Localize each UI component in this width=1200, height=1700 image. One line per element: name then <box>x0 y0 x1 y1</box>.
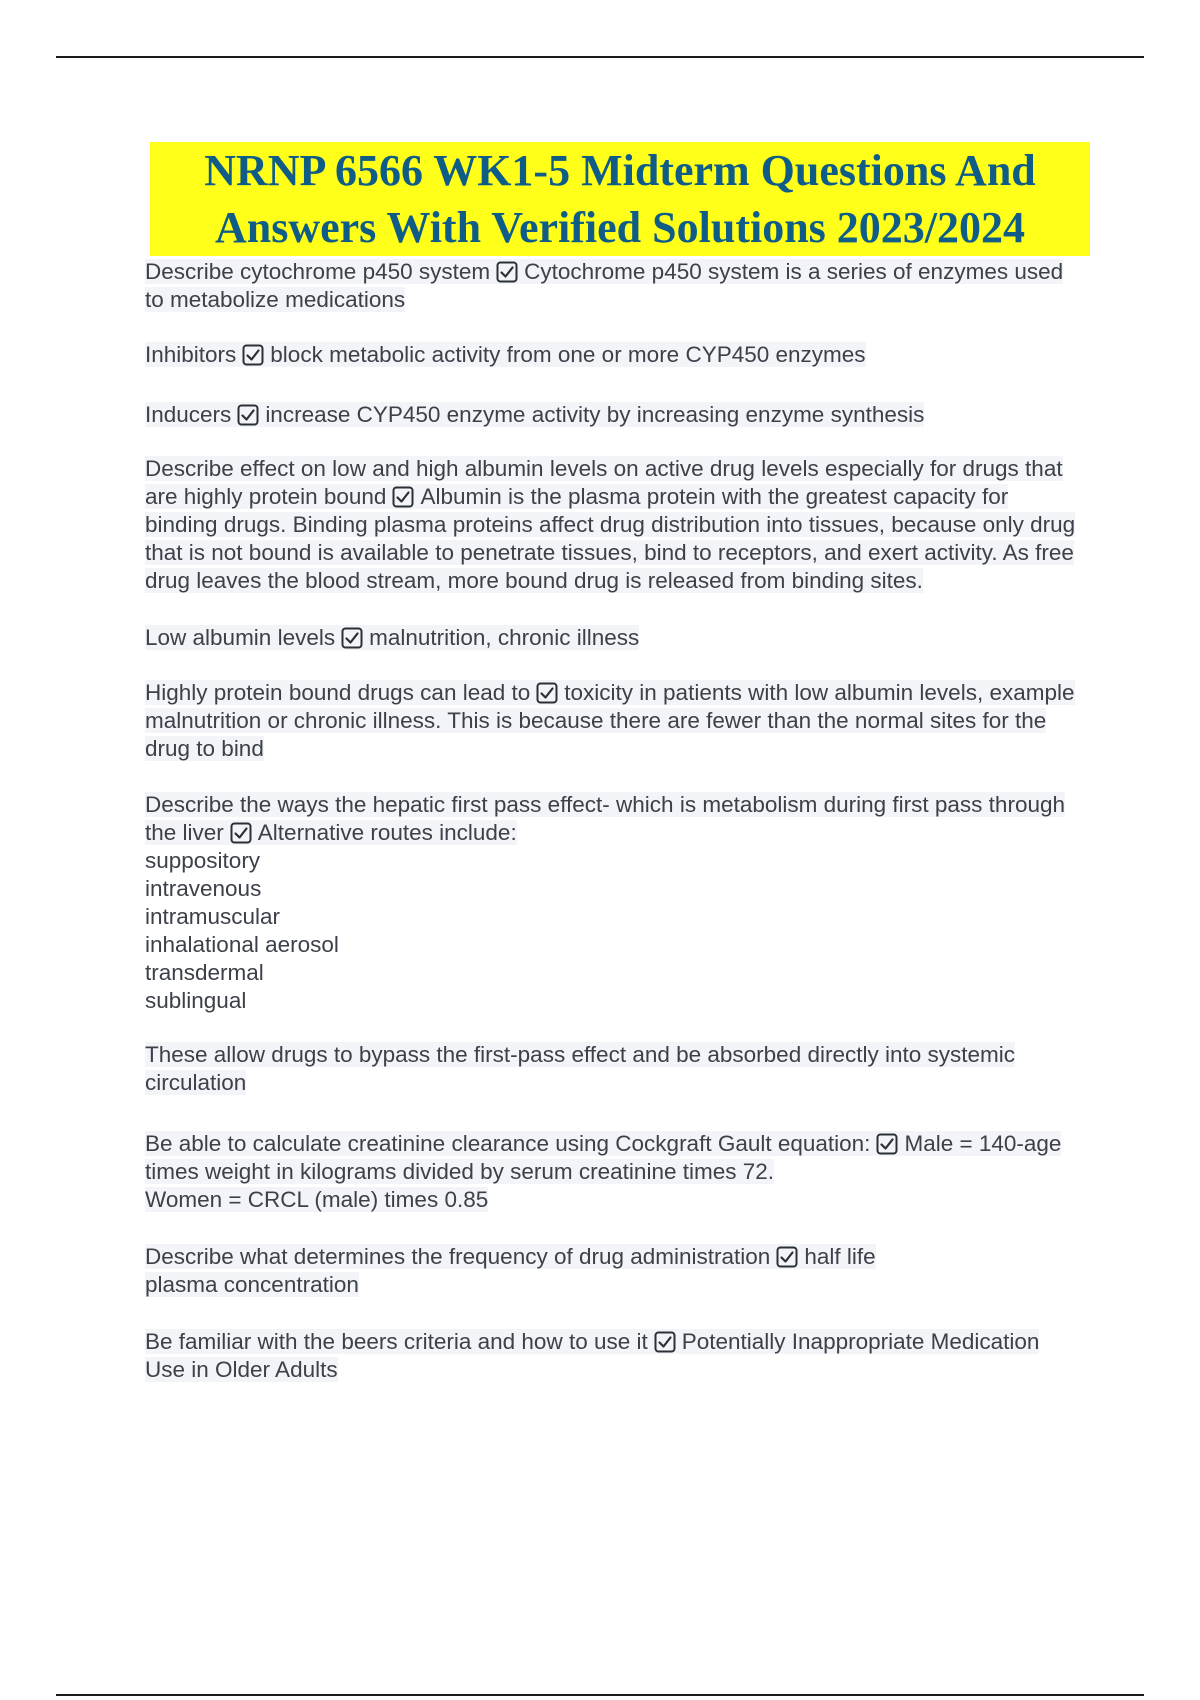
document-body <box>145 258 1085 1384</box>
answer-text: Albumin is the plasma protein with the greatest capacity for binding drugs. Binding plasma proteins affect drug distribution into tissues, because only drug that is not bound is available to penetrate tissues, bind to receptors, and exert activity. As free drug leaves the blood stream, more bound drug is released from binding sites. <box>145 484 1076 593</box>
checkbox-checked-icon <box>496 261 518 283</box>
question-text: Describe effect on low and high albumin levels on active drug levels especially for drugs that are highly protein bound <box>145 456 1063 509</box>
question-text: Describe the ways the hepatic first pass effect- which is metabolism during first pass through the liver <box>145 792 1065 845</box>
bottom-rule <box>56 1694 1144 1696</box>
checkbox-checked-icon <box>230 822 252 844</box>
checkbox-checked-icon <box>341 627 363 649</box>
question-text: Be familiar with the beers criteria and how to use it <box>145 1329 648 1354</box>
question-text: Inducers <box>145 402 232 427</box>
checkbox-checked-icon <box>536 682 558 704</box>
answer-text: Cytochrome p450 system is a series of enzymes used to metabolize medications <box>145 259 1064 312</box>
question-text: Be able to calculate creatinine clearance using Cockgraft Gault equation: <box>145 1131 871 1156</box>
list-item: suppository <box>145 848 261 873</box>
qa-item <box>145 624 1085 652</box>
document-title: NRNP 6566 WK1-5 Midterm Questions And Answers With Verified Solutions 2023/2024 <box>150 142 1090 256</box>
qa-item <box>145 258 1085 314</box>
question-text: Highly protein bound drugs can lead to <box>145 680 531 705</box>
qa-item <box>145 341 1085 369</box>
qa-extra: plasma concentration <box>145 1272 359 1297</box>
list-item: sublingual <box>145 988 247 1013</box>
answer-text: increase CYP450 enzyme activity by increasing enzyme synthesis <box>265 402 925 427</box>
checkbox-checked-icon <box>237 404 259 426</box>
list-item: transdermal <box>145 960 264 985</box>
question-text: Inhibitors <box>145 342 237 367</box>
answer-text: malnutrition, chronic illness <box>369 625 640 650</box>
qa-item <box>145 679 1085 763</box>
qa-extra: Women = CRCL (male) times 0.85 <box>145 1187 489 1212</box>
checkbox-checked-icon <box>876 1133 898 1155</box>
question-text: Describe what determines the frequency of drug administration <box>145 1244 771 1269</box>
question-text: Describe cytochrome p450 system <box>145 259 491 284</box>
list-item: inhalational aerosol <box>145 932 339 957</box>
note-text: These allow drugs to bypass the first-pass effect and be absorbed directly into systemic circulation <box>145 1042 1016 1095</box>
qa-item <box>145 1243 1085 1271</box>
qa-item <box>145 791 1085 847</box>
answer-text: Potentially Inappropriate Medication Use in Older Adults <box>145 1329 1040 1382</box>
qa-item <box>145 401 1085 429</box>
answer-text: Alternative routes include: <box>257 820 517 845</box>
answer-text: Male = 140-age times weight in kilograms divided by serum creatinine times 72. <box>145 1131 1062 1184</box>
list-item: intravenous <box>145 876 262 901</box>
checkbox-checked-icon <box>242 344 264 366</box>
checkbox-checked-icon <box>654 1331 676 1353</box>
title-block <box>150 142 1090 256</box>
qa-item <box>145 1130 1085 1186</box>
list-item: intramuscular <box>145 904 281 929</box>
qa-item <box>145 1328 1085 1384</box>
checkbox-checked-icon <box>776 1246 798 1268</box>
top-rule <box>56 56 1144 58</box>
checkbox-checked-icon <box>392 486 414 508</box>
qa-item <box>145 455 1085 595</box>
answer-text: toxicity in patients with low albumin levels, example malnutrition or chronic illness. This is because there are fewer than the normal sites for the drug to bind <box>145 680 1075 761</box>
question-text: Low albumin levels <box>145 625 336 650</box>
route-list <box>145 847 1085 1015</box>
answer-text: block metabolic activity from one or more CYP450 enzymes <box>270 342 866 367</box>
answer-text: half life <box>804 1244 876 1269</box>
